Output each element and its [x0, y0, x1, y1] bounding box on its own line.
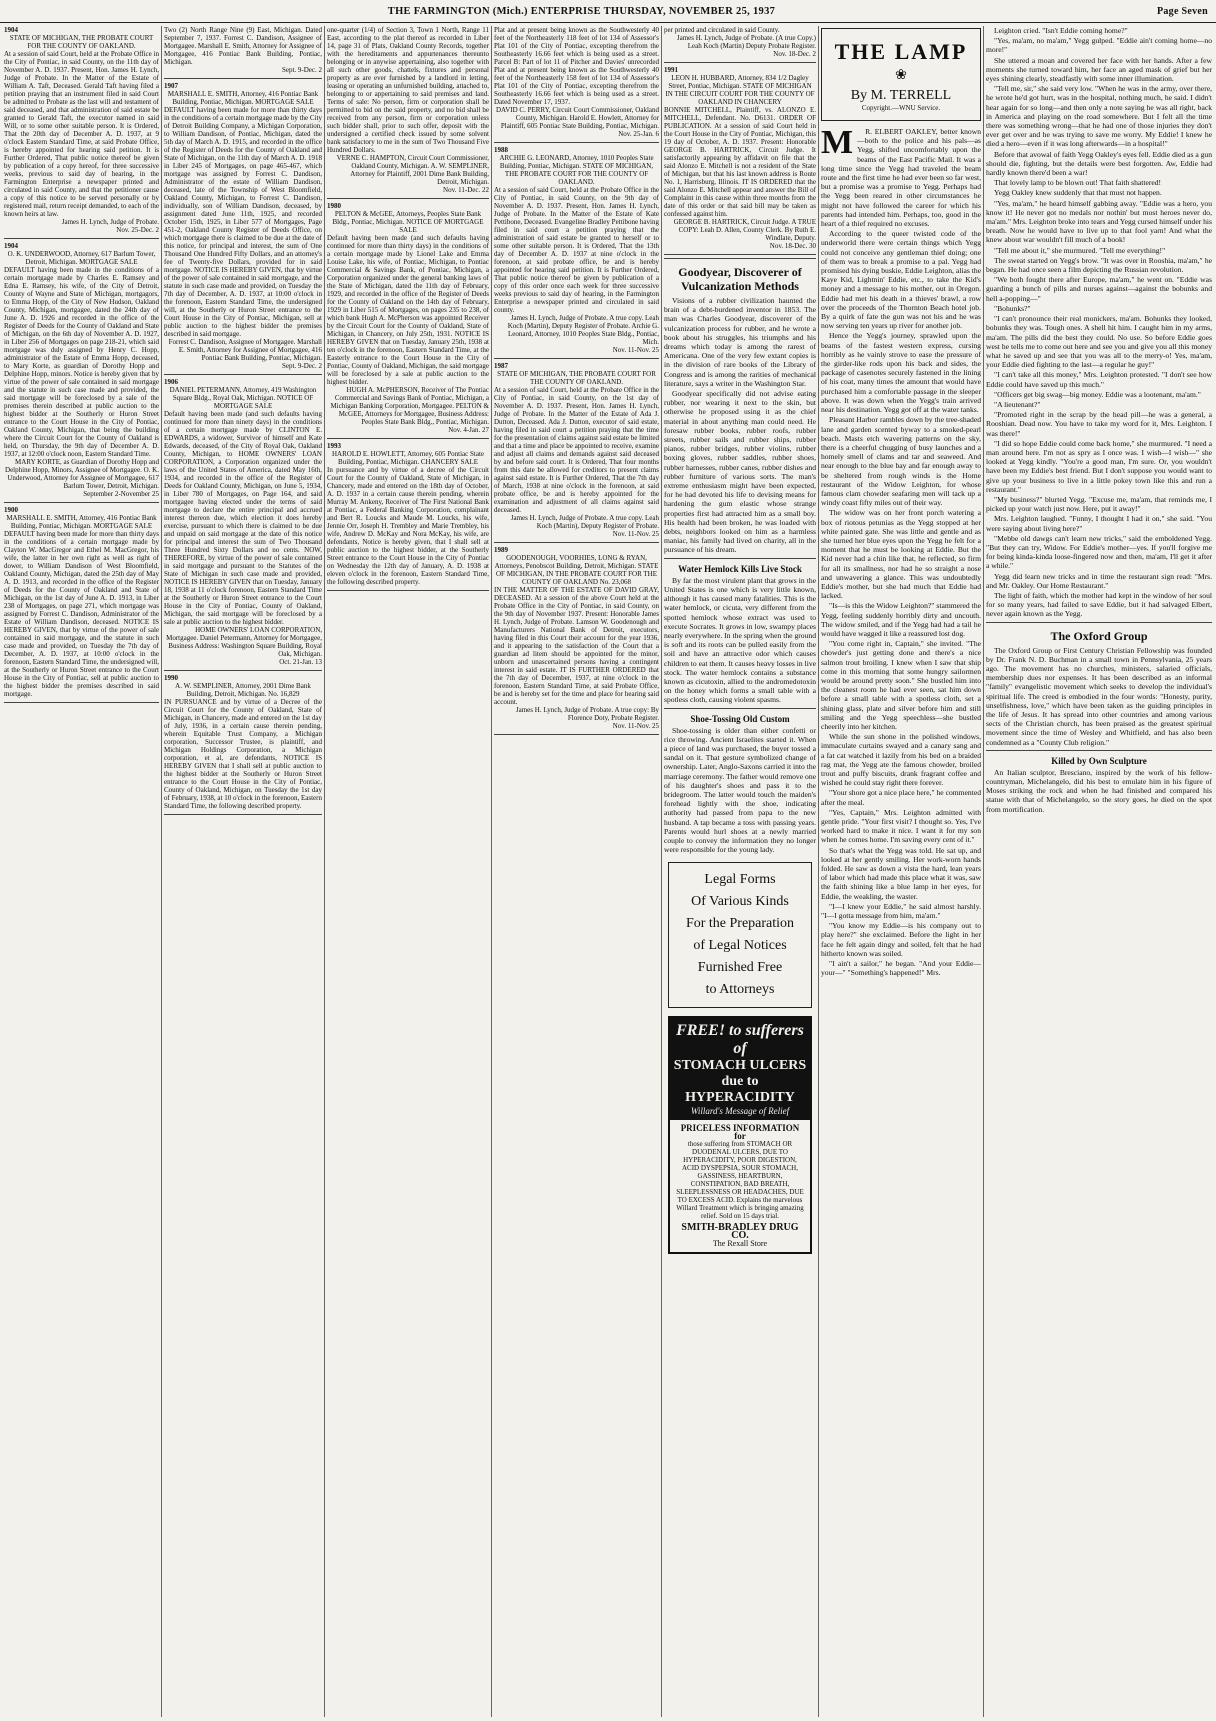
- notice-body: IN THE MATTER OF THE ESTATE OF DAVID GRAY, DECEASED. At a session of the above Court held at the Probate Office in the City of Pontiac, in said County, on the 9th day of November 1937. Present: Honorable James H. Lynch, Judge of Probate. Lamson W. Goodenough and Manufacturers National Bank of Detroit, executors, having filed in this Court their account for the year 1936, and it appearing to the satisfaction of the Court that a guardian ad litem should be appointed for the minor, unborn and unascertained persons having a contingent interest in said estate. IT IS FURTHER ORDERED that the 7th day of December, 1937, at nine o'clock in the forenoon, Eastern Standard Time, at said Probate Office, be and is hereby set for the time and place for hearing said account.: [494, 586, 659, 706]
- paragraph: The sweat started on Yegg's brow. "It was over in Rooshia, ma'am," he began. He had once seen a film depicting the Russian revolution.: [986, 255, 1212, 275]
- paragraph: "We both fought there after Europe, ma'am," he went on. "Eddie was guarding a bunch of pills and nurses against—against the bobunks and hell a-popping—": [986, 275, 1212, 303]
- notice-number: 1987: [494, 362, 508, 370]
- paragraph: By far the most virulent plant that grows in the United States is one which is very little known, although it has caused many fatalities. This is the water hemlock, or cicuta, very different from the spotted hemlock whose extract was used to execute Socrates. It grows in low, swampy places nearly everywhere. In the spring when the ground is soft and its roots can be pulled easily from the soil and have an attractive odor which causes children to eat them. It causes heavy losses in live stock. The water hemlock contains a substance known as cicutoxin, allied to the andromedotoxin on the honey which forms a small table with a spotless cloth, causing violent spasms.: [664, 575, 816, 705]
- legal-notices-column-5: [664, 26, 816, 255]
- paragraph: Before that avowal of faith Yegg Oakley's eyes fell. Eddie died as a gun should die, fighting, but the details were best forgotten. Aw, Eddie had hardly known there'd been a war!: [986, 149, 1212, 178]
- legal-notice: [494, 146, 659, 354]
- paragraph: "I did so hope Eddie could come back home," she murmured. "I need a man around here. I'm not as spry as I once was. I wish—I wish—" she looked at Yegg kindly. "You're a good man, I'm sure. Or, you wouldn't have been my Eddie's best friend. But I don't suppose you would want to give up your business to live in a little pokey town like this and run a restaurant.": [986, 438, 1212, 494]
- lamp-title: THE LAMP: [834, 39, 968, 64]
- paragraph: R. ELBERT OAKLEY, better known—both to the police and his pals—as Yegg, shifted uncomfortably upon the beams of the East Pacific Mail. It was a long time since the Yegg had traveled the beam route and the first time he had ever been so far west, but a promise was a promise to Yegg. Perhaps had the Yegg been reared in other circumstances he might not have followed the career for which his parents had intended him. Perhaps, too, good in the heart of a thief required no excuses.: [821, 127, 981, 229]
- notice-body: Default having been made (and such defaults having continued for more than ninety days) in the conditions of a certain mortgage made by CLINTON E. EDWARDS, a widower, Survivor of himself and Kate Edwards, deceased, of the City of Royal Oak, Oakland County, Michigan, to HOME OWNERS' LOAN CORPORATION, a Corporation organized under the laws of the United States of America, dated May 16th, 1934, and recorded in the office of the Register of Deeds for Oakland County, Michigan, on June 5, 1934, in Liber 780 of Mortgages, on Page 164, and said mortgagee having elected under the terms of said mortgage to declare the entire principal and accrued interest thereon due, which election it does hereby exercise, pursuant to which there is claimed to be due and unpaid on said mortgage at the date of this notice for principal and interest the sum of Two Thousand Three Hundred Sixty Dollars and no cents. NOW, THEREFORE, by virtue of the power of sale contained in said mortgage and pursuant to the Statutes of the State of Michigan in such case made and provided, NOTICE IS HEREBY GIVEN that on Tuesday, January 18, 1938 at 11 o'clock forenoon, Eastern Standard Time at the Southerly or Huron Street entrance to the Court House in the City of Pontiac, County of Oakland, Michigan, the said mortgage will be foreclosed by a sale at public auction to the highest bidder.: [164, 410, 322, 626]
- legal-notice: [327, 202, 489, 434]
- legal-notice: [327, 26, 489, 194]
- notice-dates: Nov. 25-Dec. 2: [116, 226, 159, 234]
- divider: [164, 670, 322, 671]
- paragraph: "Yes, Captain," Mrs. Leighton admitted with gentle pride. "Your first visit? I thought so. Yes, I've worked hard to make it nice. I want it for my son when he comes home. I'm saving every cent of it.": [821, 807, 981, 845]
- notice-number: 1989: [494, 546, 508, 554]
- divider: [327, 438, 489, 439]
- legal-notice: [164, 378, 322, 666]
- ad-body: [670, 1120, 810, 1252]
- divider: [494, 734, 659, 735]
- notice-signature: James H. Lynch, Judge of Probate. A true copy. Leah Koch (Martin), Deputy Register of Probate. Archie G. Leonard, Attorney, 1010 Peoples State Bldg., Pontiac, Mich.: [507, 314, 659, 346]
- notice-dates: Nov. 11-Nov. 25: [612, 722, 659, 730]
- notice-dates: Nov. 25-Jan. 6: [618, 130, 659, 138]
- paragraph: "You come right in, Captain," she invited. "The chowder's just getting done and there's a nice salmon trout broiling. I knew when I saw that ship come in this morning that some hungry sailormen would be around pretty soon." She bustled him into the cleanest room he had ever seen, sat him down before a small table with a spotless cloth, set a shining glass, plate and silver before him and still smiling and the Yegg speechless—she bustled cheerily into her kitchen.: [821, 639, 981, 731]
- divider: [164, 78, 322, 79]
- notice-signature: James H. Lynch, Judge of Probate.: [61, 218, 159, 226]
- paragraph: "Officers get big swag—big money. Eddie was a lootenant, ma'am.": [994, 389, 1201, 399]
- ad-header: [670, 1018, 810, 1120]
- paragraph: "Mebbe old dawgs can't learn new tricks," said the emboldened Yegg. "But they can try, Widow. For Eddie's mother—yes. If you'll forgive me for being kinda-kinda loose-fingered now and then, ma'am, I'll get it after a while.": [986, 533, 1212, 571]
- divider: [664, 258, 816, 259]
- divider: [4, 702, 159, 703]
- hemlock-headline: Water Hemlock Kills Live Stock: [678, 563, 802, 574]
- page-number: Page Seven: [1156, 5, 1208, 17]
- notice-dates: Nov. 11-Nov. 25: [612, 346, 659, 354]
- paragraph: According to the queer twisted code of the underworld there were certain things which Yegg could not conceive any gentleman thief doing; one of them was to break a promise to a pal. Yegg had promised his dying buskie, Eddie Leighton, alias the Kaye Kid, Lightnin' Eddie, etc., to take the Kid's money and a message to his mother, out in Oregon. Eddie had met his death in a thieves' brawl, a row over the proceeds of the Thornton Beach hotel job. By a quirk of fate the gun was not his and he was now serving ten years up river for another job.: [821, 229, 981, 331]
- notice-dates: Oct. 21-Jan. 13: [279, 658, 322, 666]
- notice-signature: GEORGE B. HARTRICK, Circuit Judge. A TRUE COPY: Leah D. Allen, County Clerk. By Ruth E. Windlate, Deputy.: [673, 218, 816, 242]
- paragraph: She uttered a moan and covered her face with her hands. After a few moments she turned toward him, her face an aged mask of grief but her eyes shining clearly, steadfastly with some inner illumination.: [986, 55, 1212, 84]
- paragraph: "Your shore got a nice place here," he commented after the meal.: [821, 788, 981, 807]
- notice-signature: DAVID C. PERRY, Circuit Court Commissioner, Oakland County, Michigan. Harold E. Howlett, Attorney for Plaintiff, 605 Pontiac State Building, Pontiac, Michigan.: [496, 106, 659, 130]
- notice-body: At a session of said Court, held at the Probate Office in the City of Pontiac, in said County, on the 1st day of November A. D. 1937. Present, Hon. James H. Lynch, Judge of Probate. In the Matter of the Estate of Ada J. Dutton, Deceased. Ada J. Dutton, executor of said estate, having filed in said court a petition praying that the time for the presentation of claims against said estate be limited and that a time and place be appointed to receive, examine and adjust all claims and demands against said deceased by and before said court. It is Ordered, That four months from this date be allowed for creditors to present claims against said estate. It is Further Ordered, That the 7th day of March, 1938 at nine o'clock in the forenoon, at said probate office, be and is hereby appointed for the examination and adjustment of all claims against said deceased.: [494, 386, 659, 514]
- masthead: [0, 0, 1216, 23]
- legal-box-line: Of Various Kinds: [691, 894, 789, 910]
- divider: [664, 62, 816, 63]
- notice-title: STATE OF MICHIGAN, THE PROBATE COURT FOR THE COUNTY OF OAKLAND.: [9, 34, 154, 50]
- notice-signature: Forrest C. Dandison, Assignee of Mortgagee. Marshall E. Smith, Attorney for Assignee of Mortgagee, 416 Pontiac Bank Building, Pontiac, Michigan.: [168, 338, 322, 362]
- paragraph: So that's what the Yegg was told. He sat up, and looked at her gently smiling. Her work-worn hands folded. He saw as down a vista the hard, lean years of labor which had made this place what it was, saw the faith shining like a blue lamp in her eyes, for Eddie, the weakling, the waster.: [821, 845, 981, 901]
- drop-cap: M: [821, 124, 854, 161]
- paragraph: "Bohunks?": [994, 303, 1031, 313]
- paragraph: "Yes, ma'am," he heard himself gabbing away. "Eddie was a hero, you know it! He never got no medals nor nothin' but most heroes never do, ma'am." Mrs. Leighton broke into tears and Yegg cursed himself under his breath. Now he would have to live up to that fool yarn! And what the knew about war wouldn't fill much of a book!: [986, 198, 1212, 245]
- legal-notice: [164, 82, 322, 370]
- legal-box-line: Furnished Free: [697, 960, 783, 976]
- notice-title: STATE OF MICHIGAN, THE PROBATE COURT FOR THE COUNTY OF OAKLAND.: [497, 370, 656, 386]
- legal-notice: [494, 362, 659, 538]
- ad-info-label: PRICELESS INFORMATION for: [680, 1123, 800, 1142]
- notice-dates: Nov. 4-Jan. 27: [448, 426, 489, 434]
- oxford-article: [986, 646, 1212, 747]
- notice-signature: MARY KORTE, as Guardian of Dorothy Hopp and Delphine Hopp, Minors, Assignee of Mortgagee. O. K. Underwood, Attorney for Assignee of Mortgagee, 617 Barlum Tower, Detroit, Michigan.: [5, 458, 159, 490]
- notice-body: BONNIE MITCHELL, Plaintiff, vs. ALONZO E. MITCHELL, Defendant. No. D6131. ORDER OF PUBLICATION. At a session of said Court held in the Court House in the City of Pontiac, Michigan, this 19 day of October, A. D. 1937. Present: Honorable GEORGE B. HARTRICK, Circuit Judge. It satisfactorily appearing by affidavit on file that the said Alonzo E. Mitchell is not a resident of the State of Michigan, but that his last known address is Route No. 1, Harrisburg, Illinois. IT IS ORDERED that the said Alonzo E. Mitchell appear and answer the Bill of Complaint in this cause within three months from the date of this order or that said bill may be taken as confessed against him.: [664, 106, 816, 218]
- legal-notice: [164, 674, 322, 810]
- stomach-ulcers-ad: [668, 1016, 812, 1254]
- oxford-headline: The Oxford Group: [1050, 628, 1148, 643]
- legal-box-line: of Legal Notices: [693, 938, 787, 954]
- notice-signature: VERNE C. HAMPTON, Circuit Court Commissioner, Oakland County, Michigan. A. W. SEMPLINER, Attorney for Plaintiff, 2001 Dime Bank Building, Detroit, Michigan.: [336, 154, 489, 186]
- lamp-story-column: [821, 26, 981, 1717]
- notice-signature: HUGH A. McPHERSON, Receiver of The Pontiac Commercial and Savings Bank of Pontiac, Michigan, a Michigan Banking Corporation, Mortgagee. PELTON & McGEE, Attorneys for Mortgagee, Business Address: Peoples State Bank Bldg., Pontiac, Michigan.: [330, 386, 489, 426]
- divider: [494, 358, 659, 359]
- notice-body: Two (2) North Range Nine (9) East, Michigan. Dated September 7, 1937. Forrest C. Dandison, Assignee of Mortgagee. Marshall E. Smith, Attorney for Assignee of Mortgagee, 416 Pontiac Bank Building, Pontiac, Michigan.: [164, 26, 322, 66]
- legal-notice: [4, 506, 159, 698]
- divider: [494, 542, 659, 543]
- notice-signature: James H. Lynch, Judge of Probate. A true copy: By Florence Doty, Probate Register.: [515, 706, 659, 722]
- divider: [164, 814, 322, 815]
- paragraph: Yegg Oakley knew suddenly that that must not happen.: [994, 188, 1162, 198]
- divider: [986, 622, 1212, 623]
- notice-body: DEFAULT having been made for more than thirty days in the conditions of a certain mortgage made by the City of Detroit Building Company, a Michigan Corporation, to William Dandison, of Pontiac, Michigan, dated the 5th day of March A. D. 1915, and recorded in the office of the Register of Deeds for the County of Oakland and State of Michigan, on the 11th day of March A. D. 1918 in Liber 245 of Mortgages, on page 465-467, which mortgage was assigned by Forrest C. Dandison, Administrator of the estate of William Dandison, deceased, late of the Township of West Bloomfield, Oakland County, Michigan, to Forrest C. Dandison, individually, son of William Dandison, deceased, by assignment dated June 11th, 1925, and recorded October 15th, 1925, in Liber 577 of Mortgages, Page 451-2, Oakland County Register of Deeds Office, on which mortgage there is claimed to be due at the date of this notice, for principal and interest, the sum of One Thousand One Hundred Fifty Dollars, and an attorney's fee of Twenty-five Dollars, provided for in said mortgage. NOTICE IS HEREBY GIVEN, that by virtue of the power of sale contained in said mortgage, and the statute in such case made and provided, on Tuesday the 7th day of December, A. D. 1937, at 10:00 o'clock in the forenoon, Eastern Standard Time, the undersigned will, at the Southerly or Huron Street entrance to the Court House in the City of Pontiac, Michigan, sell at public auction to the highest bidder the premises described in said mortgage.: [164, 106, 322, 338]
- notice-dates: Sept. 9-Dec. 2: [281, 66, 322, 74]
- goodyear-headline: Goodyear, Discoverer of Vulcanization Methods: [678, 265, 802, 293]
- legal-notice: [664, 26, 816, 58]
- notice-body: IN PURSUANCE and by virtue of a Decree of the Circuit Court for the County of Oakland, State of Michigan, in Chancery, made and entered on the 1st day of July, 1936, in a certain cause therein pending, wherein Equitable Trust Company, a Michigan corporation, Successor Trustee, is plaintiff, and Michigan Holdings Corporation, a Michigan corporation, et al, are defendants, NOTICE IS HEREBY GIVEN that I shall sell at public auction to the highest bidder at the Southerly or Huron Street entrance to the Court House in the City of Pontiac, County of Oakland, Michigan, on Tuesday the 1st day of February, 1938, at 10 o'clock in the forenoon, Eastern Standard Time, the following described property.: [164, 698, 322, 810]
- paragraph: "I—I knew your Eddie," he said almost harshly. "I—I gotta message from him, ma'am.": [821, 901, 981, 921]
- divider: [327, 590, 489, 591]
- paragraph: Yegg did learn new tricks and in time the restaurant sign read: "Mrs. and Mr. Oakley. Our Home Restaurant.": [986, 571, 1212, 590]
- divider: [664, 254, 816, 255]
- divider: [494, 142, 659, 143]
- notice-signature: James H. Lynch, Judge of Probate. (A true Copy.) Leah Koch (Martin) Deputy Probate Register.: [676, 34, 816, 50]
- legal-forms-box: [668, 862, 812, 1008]
- divider: [164, 374, 322, 375]
- legal-notice: [164, 26, 322, 74]
- notice-title: MARSHALL E. SMITH, Attorney, 416 Pontiac Bank Building, Pontiac, Michigan. MORTGAGE SALE: [167, 90, 319, 106]
- paragraph: "I can't pronounce their real monickers, ma'am. Bohunks they looked, bohunks they was. Tough ones. A shell hit him. I caught him in my arms, ma'am. The pills did the best they could. No use. So before Eddie goes west he tells me to come out here and see you and give you all this money what he saved up and see that you was all to the merry-o! Yes, ma'am, your Eddie died fighting to the last—a regular he guy!": [986, 314, 1212, 370]
- paragraph: Hence the Yegg's journey, sprawled upon the beams of the fastest western express, cursing horribly as he vainly strove to ease the pressure of the girder-like rods upon his back and sides, the package of casenotes securely fastened in the lining of his coat, many times the amount that would have purchased him a comfortable passage in the sleeper above. It was down when the Yegg's train arrived near his destination. Yegg got off at the water tanks.: [821, 331, 981, 415]
- divider: [327, 198, 489, 199]
- lamp-story-body: [821, 124, 981, 978]
- paragraph: That lovely lamp to be blown out! That faith shattered!: [994, 178, 1162, 188]
- ad-headline-1: STOMACH ULCERS: [673, 1058, 807, 1074]
- killed-article: [986, 768, 1212, 814]
- lamp-ornament-icon: ❀: [895, 68, 907, 83]
- paragraph: Goodyear specifically did not advise eating rubber, nor wearing it next to the skin, but otherwise he proposed using it as the chief material in about anything man could need. He foresaw rubber books, rubber roofs, rubber streets, rubber sails and rubber ships, rubber pianos, rubber bridges, rubber violins, rubber boxing gloves, rubber saddles, rubber shoes, rubber harnesses, rubber canes, rubber dishes and rubber furniture of various sorts. The man's extreme enthusiasm might have been expected, for he had devoted his life to devising means for hardening the gum elastic whose strange properties first had attracted him as a small boy. His health had been broken, he was loaded with debts, neighbors looked on him as a harmless maniac, his family had lived on charity, all in the pursuance of his dream.: [664, 389, 816, 555]
- legal-notice: [327, 442, 489, 586]
- paragraph: "You know my Eddie—is his company out to play here?" she exclaimed. Before the light in her face he felt again dingy and soiled, felt that he had hitherto known was soiled.: [821, 921, 981, 958]
- legal-box-line: For the Preparation: [685, 916, 795, 932]
- divider: [4, 502, 159, 503]
- legal-notice: [494, 546, 659, 730]
- killed-headline: Killed by Own Sculpture: [1051, 755, 1147, 766]
- paragraph: Leighton cried. "Isn't Eddie coming home?": [994, 26, 1128, 35]
- notice-number: 1900: [4, 506, 18, 514]
- notice-number: 1991: [664, 66, 678, 74]
- goodyear-article: [664, 296, 816, 555]
- oxford-paragraph: The Oxford Group or First Century Christian Fellowship was founded by Dr. Frank N. D. Buchman in a small town in Pennsylvania, 25 years ago. The movement has no churches, ministers, salaried officials, membership dues nor expenses. It has been described as an informal "family" evangelistic movement which seeks to develop the individual's spiritual life. The creed is embodied in the four words: "Honesty, purity, unselfishness, love," which have been taken as the guiding principles in the life of Jesus. It has spread into other countries and among various sects of the Christian church, has been praised as the greatest spiritual movement since the time of Wesley and Whitfield, and has also been condemned as a "County Club religion.": [986, 645, 1212, 747]
- paragraph: "Yes, ma'am, no ma'am," Yegg gulped. "Eddie ain't coming home—no more!": [986, 36, 1212, 55]
- notice-title: DANIEL PETERMANN, Attorney, 419 Washington Square Bldg., Royal Oak, Michigan. NOTICE OF MORTGAGE SALE: [169, 386, 317, 410]
- ad-headline-2: due to HYPERACIDITY: [685, 1074, 795, 1106]
- notice-title: PELTON & McGEE, Attorneys, Peoples State Bank Bldg., Pontiac, Michigan. NOTICE OF MORTGAGE SALE: [332, 210, 484, 234]
- divider: [664, 558, 816, 559]
- notice-body: At a session of said Court, held at the Probate Office in the City of Pontiac, in said County, on the 11th day of November A. D. 1937. Present, Hon. James H. Lynch, Judge of Probate. In the Matter of the Estate of William A. Taft, Deceased. Gerald Taft having filed a petition praying that an instrument filed in said Court be admitted to Probate as the last will and testament of said deceased, and that administration of said estate be granted to Gerald Taft, the executor named in said Will, or to some other suitable person. It is Ordered, That the 20th day of December A. D. 1937, at 9 o'clock Eastern Standard Time, at said Probate Office, is hereby appointed for hearing said petition. It is Further Ordered, That public notice thereof be given by publication of a copy hereof, for three successive weeks, previous to said day of hearing, in the Farmington Enterprise a newspaper printed and circulated in said County, and that the petitioner cause a copy of this notice to be served personally or by registered mail, return receipt demanded, to each of the known heirs at law.: [4, 50, 159, 218]
- paragraph: Visions of a rubber civilization haunted the brain of a debt-burdened inventor in 1853. The man was Charles Goodyear, discoverer of the vulcanization process for rubber, and he wrote a book about his struggles, his triumphs and his dreams which today is among the rarest of Americana. One of the very few extant copies is in the division of rare books of the Library of Congress and is among the rarities of mechanical literature, says a writer in the Washington Star.: [664, 296, 816, 388]
- ad-subhead: Willard's Message of Relief: [690, 1106, 790, 1117]
- paragraph: The widow was on her front porch watering a box of riotous petunias as the Yegg stopped at her white painted gate. She was little and gentle and as she turned her blue eyes upon the Yegg he felt for a moment that he must be looking at Eddie. But the Kid never had a chin like that, he reflected, so firm for all its smallness, nor had he so straight a nose and unwavering a glance. This was undoubtedly Eddie's mother, but she had much that Eddie had lacked.: [821, 508, 981, 601]
- notice-dates: Sept. 9-Dec. 2: [281, 362, 322, 370]
- ad-free-label: FREE! to sufferers of: [676, 1022, 804, 1058]
- notice-number: 1980: [327, 202, 341, 210]
- columns: [4, 26, 1212, 1717]
- paragraph: Pleasant Harbor rambles down by the tree-shaded lane and garden scented byway to a smoked-pearl beach. Masts etch wavering patterns on the sky, there is a cheerful chugging of busy launches and a homely smell of clams and tar and seaweed. And near enough to the blue bay and far enough away to be sheltered from rough winds is the Home restaurant of the Widow Leighton, for whose famous clam chowder seafaring men will tack up a windy coast fifty miles out of their way.: [821, 415, 981, 508]
- paragraph: "Tell me, sir," she said very low. "When he was in the army, over there, he wrote he'd got hurt, was in the hospital, nothing much, he said. I didn't hear again for so long—and then only a note saying he was all right, back in America and playing on the road somewhere. But I felt all the time there was something wrong—that he had one of those injuries they don't ever get over and he was trying to save me worry. My Eddie! I knew he died a hero—even if it was long afterwards—in a hospital!": [986, 84, 1212, 149]
- notice-number: 1990: [164, 674, 178, 682]
- lamp-story-header: [821, 28, 981, 121]
- paragraph: "A lieutenant?": [994, 399, 1041, 409]
- notice-title: HAROLD E. HOWLETT, Attorney, 605 Pontiac State Building, Pontiac, Michigan. CHANCERY SALE: [331, 450, 485, 466]
- legal-notices-column-4: [494, 26, 659, 1717]
- paragraph: The light of faith, which the mother had kept in the window of her soul for so many years, had failed to save Eddie, but it had salvaged Elbert, never again known as the Yegg.: [986, 590, 1212, 619]
- hemlock-article: [664, 576, 816, 705]
- notice-number: 1904: [4, 26, 18, 34]
- ad-store-tagline: The Rexall Store: [712, 1239, 768, 1249]
- notice-title: ARCHIE G. LEONARD, Attorney, 1010 Peoples State Building, Pontiac, Michigan. STATE OF MICHIGAN, THE PROBATE COURT FOR THE COUNTY OF OAKLAND.: [499, 154, 654, 186]
- notice-dates: Nov. 18-Dec. 30: [769, 242, 816, 250]
- notice-number: 1993: [327, 442, 341, 450]
- legal-box-line: to Attorneys: [705, 982, 775, 998]
- legal-notice: [4, 26, 159, 234]
- notice-body: Plat and at present being known as the Southwesterly 40 feet of the Northeasterly 118 feet of lot 134 of Assessor's Plat 101 of the City of Pontiac, excepting therefrom the Southeasterly 16.66 feet which is being used as a street. Parcel B: Part of lot 11 of Pitcher and Davies' unrecorded Plat and at present being known as the Southwesterly 40 feet of the Northeasterly 158 feet of lot 134 of Assessor's Plat 101 of the City of Pontiac, excepting therefrom the Southeasterly 16.66 feet which is being used as a street. Dated November 17, 1937.: [494, 26, 659, 106]
- legal-notice: [664, 66, 816, 250]
- notice-dates: Nov. 18-Dec. 2: [773, 50, 816, 58]
- notice-body: In pursuance and by virtue of a decree of the Circuit Court for the County of Oakland, State of Michigan, in Chancery, made and entered on the 18th day of October, A. D. 1937 in a certain cause therein pending, wherein Murray M. Ankeny, Receiver of The First National Bank at Pontiac, a Federal Banking Corporation, complainant and Bert R. Loucks and Maude M. Loucks, his wife, Jennie Orr, Joseph H. Trembley and Marie Trembley, his wife, Andrew D. McKay and Nora McKay, his wife, are defendants, Notice is hereby given, that I shall sell at public auction to the highest bidder, at the Southerly Street entrance to the Court House in the City of Pontiac on Wednesday the 12th day of January, A. D. 1938 at eleven o'clock in the forenoon, Eastern Standard Time, the following described property.: [327, 466, 489, 586]
- column-5: [664, 26, 816, 1717]
- column-7: [986, 26, 1212, 1717]
- killed-paragraph: An Italian sculptor, Bresciano, inspired by the work of his fellow-countryman, Michelangelo, did his best to emulate him in his figure of Moses striking the rock and when he had finished and compared his statue with that of Michelangelo, so the story goes, he died on the spot from mortification.: [986, 767, 1212, 814]
- legal-notices-column-2: [164, 26, 322, 1717]
- divider: [986, 750, 1212, 751]
- legal-notices-column-3: [327, 26, 489, 1717]
- lamp-story-continued: [986, 26, 1212, 619]
- notice-dates: Nov. 11-Nov. 25: [612, 530, 659, 538]
- notice-title: O. K. UNDERWOOD, Attorney, 617 Barlum Tower, Detroit, Michigan. MORTGAGE SALE: [7, 250, 156, 266]
- notice-signature: James H. Lynch, Judge of Probate. A true copy. Leah Koch (Martin), Deputy Register of Probate.: [510, 514, 659, 530]
- notice-dates: September 2-November 25: [83, 490, 159, 498]
- paragraph: "Tell me about it," she murmured. "Tell me everything!": [994, 245, 1166, 255]
- legal-notices-column-1: [4, 26, 159, 1717]
- notice-body: At a session of said Court, held at the Probate Office in the City of Pontiac, in said County, on the 9th day of November A. D. 1937. Present, Hon. James H. Lynch, Judge of Probate. In the Matter of the Estate of Kate Pettibone, Deceased. Evangeline Bradley Pettibone having filed in said court a petition praying that the administration of said estate be granted to herself or to some other suitable person. It is Ordered, That the 13th day of December A. D. 1937 at nine o'clock in the forenoon, at said probate office, be and is hereby appointed for hearing said petition. It is Further Ordered, That public notice thereof be given by publication of a copy of this order once each week for three successive weeks previous to said day of hearing, in the Farmington Enterprise a newspaper printed and circulated in said county.: [494, 186, 659, 314]
- paragraph: "I can't take all this money," Mrs. Leighton protested. "I don't see how Eddie could have saved up this much.": [986, 370, 1212, 389]
- notice-title: LEON H. HUBBARD, Attorney, 834 1/2 Dagley Street, Pontiac, Michigan. STATE OF MICHIGAN IN THE CIRCUIT COURT FOR THE COUNTY OF OAKLAND IN CHANCERY: [665, 74, 815, 106]
- shoe-article: [664, 726, 816, 855]
- legal-notice: [4, 242, 159, 498]
- notice-title: MARSHALL E. SMITH, Attorney, 416 Pontiac Bank Building, Pontiac, Michigan. MORTGAGE SALE: [6, 514, 157, 530]
- notice-title: GOODENOUGH, VOORHIES, LONG & RYAN, Attorneys, Penobscot Building, Detroit, Michigan. STATE OF MICHIGAN, IN THE PROBATE COURT FOR THE COUNTY OF OAKLAND No. 23,068: [494, 554, 659, 586]
- notice-body: DEFAULT having been made for more than thirty days in the conditions of a certain mortgage made by Clayton W. MacGregor and Ethel M. MacGregor, his wife, the latter in her own right as well as right of dower, to William Dandison of West Bloomfield, Oakland County, Michigan, dated the 25th day of May A. D. 1913, and recorded in the office of the Register of Deeds for the County of Oakland and State of Michigan, on the 1st day of June A. D. 1913, in Liber 238 of Mortgages, on page 271, which mortgage was assigned by Forrest C. Dandison, Administrator of the Estate of William Dandison, deceased. NOTICE IS HEREBY GIVEN, that by virtue of the power of sale contained in said mortgage, and the statute in such case made and provided, on Tuesday the 7th day of December, A. D. 1937, at 10:00 o'clock in the forenoon, Eastern Standard Time, the undersigned will, at the Southerly or Huron Street entrance to the Court House in the City of Pontiac, sell at public auction to the highest bidder the premises described in said mortgage.: [4, 530, 159, 698]
- paragraph: "Promoted right in the scrap by the head pill—he was a general, a Rooshian. Dead now. You have to take my word for it, Mrs. Leighton. I was there!": [986, 410, 1212, 438]
- lamp-byline: By M. TERRELL: [850, 88, 952, 103]
- paragraph: Mrs. Leighton laughed. "Funny, I thought I had it on," she said. "You were saying about living here?": [986, 514, 1212, 533]
- shoe-headline: Shoe-Tossing Old Custom: [690, 713, 790, 724]
- paragraph: Shoe-tossing is older than either confetti or rice throwing. Ancient Israelites started it. When a piece of land was purchased, the buyer tossed a sandal on it. That gesture symbolized change of ownership. Later, Anglo-Saxons carried it into the marriage ceremony. The father would remove one of his daughter's shoes and pass it to the bridegroom. The latter would touch the maiden's forehead lightly with the shoe, indicating authority had passed from papa to the new husband. A tap became a toss with passing years. Parents would hurl shoes at a newly married couple to convey the information they no longer were responsible for the young lady.: [664, 725, 816, 855]
- notice-body: one-quarter (1/4) of Section 3, Town 1 North, Range 11 East, according to the plat thereof as recorded in Liber 14, page 31 of Plats, Oakland County Records, together with the hereditaments and appurtenances thereunto belonging or in anywise appertaining, also together with all such other goods, chattels, fixtures and personal property as are ever furnished by a landlord in letting, leasing or operating an unfurnished building, attached to, belonging to or appertaining to said premises and land. Terms of sale: No person, firm or corporation shall be permitted to bid on the said property, and no bid shall be received from any person, firm or corporation unless such bidder shall, prior to such offer, deposit with the undersigned a certified check issued by some solvent bank satisfactory to me in the sum of Two Thousand Five Hundred Dollars.: [327, 26, 489, 154]
- paragraph: "Is—is this the Widow Leighton?" stammered the Yegg, feeling suddenly horribly dirty and uncouth. The widow smiled, and if the Yegg had had a tail he would have wagged it like a reassured lost dog.: [821, 601, 981, 638]
- paragraph: "I ain't a sailor," he began. "And your Eddie—your—" "Something's happened!" Mrs.: [821, 959, 981, 978]
- notice-signature: HOME OWNERS' LOAN CORPORATION, Mortgagee. Daniel Petermann, Attorney for Mortgagee, Business Address: Washington Square Building, Royal Oak, Michigan.: [166, 626, 322, 658]
- legal-box-line: Legal Forms: [704, 872, 776, 888]
- notice-title: A. W. SEMPLINER, Attorney, 2001 Dime Bank Building, Detroit, Michigan. No. 16,829: [175, 682, 311, 698]
- divider: [4, 238, 159, 239]
- notice-number: 1904: [4, 242, 18, 250]
- legal-notice: [494, 26, 659, 138]
- notice-number: 1907: [164, 82, 178, 90]
- paragraph: "My business?" blurted Yegg. "Excuse me, ma'am, that reminds me, I picked up your watch just now. Here, put it away!": [986, 494, 1212, 514]
- notice-body: per printed and circulated in said County.: [664, 26, 780, 34]
- notice-number: 1988: [494, 146, 508, 154]
- masthead-title: THE FARMINGTON (Mich.) ENTERPRISE THURSDAY, NOVEMBER 25, 1937: [387, 5, 776, 17]
- divider: [664, 708, 816, 709]
- lamp-copyright: Copyright.—WNU Service.: [861, 104, 941, 112]
- paragraph: While the sun shone in the polished windows, immaculate curtains swayed and a canary sang and a fat cat watched it lazily from his bed on a braided rag mat, the Yegg ate the famous chowder, broiled trout and puffy biscuits, drank fragrant coffee and wished he could stay right there forever.: [821, 732, 981, 788]
- notice-body: Default having been made (and such defaults having continued for more than thirty days) in the conditions of a certain mortgage made by Lionel Lake and Emma Louise Lake, his wife, of Pontiac, Michigan, to Pontiac Commercial & Savings Bank, of Pontiac, Michigan, a Corporation organized under the general banking laws of the State of Michigan, dated the 11th day of February, 1929, and recorded in the office of the Register of Deeds for the County of Oakland on the 14th day of February, 1929 in Liber 515 of Mortgages, on pages 235 to 238, of which bank Hugh A. McPherson was appointed Receiver by the Circuit Court for the County of Oakland, State of Michigan, in Chancery, on July 25th, 1931. NOTICE IS HEREBY GIVEN that on Tuesday, January 25th, 1938 at ten o'clock in the forenoon, Eastern Standard Time, at the Easterly entrance to the Court House in the City of Pontiac, County of Oakland, Michigan, the said mortgage will be foreclosed by a sale at public auction to the highest bidder.: [327, 234, 489, 386]
- notice-dates: Nov. 11-Dec. 22: [443, 186, 489, 194]
- ad-body-text: those suffering from STOMACH OR DUODENAL ULCERS, DUE TO HYPERACIDITY, POOR DIGESTION, ACID DYSPEPSIA, SOUR STOMACH, GASSINESS, HEARTBURN, CONSTIPATION, BAD BREATH, SLEEPLESSNESS OR HEADACHES, DUE TO EXCESS ACID. Explains the marvelous Willard Treatment which is bringing amazing relief. Sold on 15 days trial.: [676, 1140, 804, 1221]
- notice-body: DEFAULT having been made in the conditions of a certain mortgage made by Charles E. Ramsey and Edna E. Ramsey, his wife, of the City of Detroit, County of Wayne and State of Michigan, mortgagors, to Emma Hopp, of the City of New Hudson, Oakland County, Michigan, mortgagee, dated the 24th day of June A. D. 1926 and recorded in the office of the Register of Deeds for the County of Oakland and State of Michigan, on the 6th day of November A. D. 1927, in Liber 256 of Mortgages on page 218-21, which said mortgage was duly assigned by Henry C. Hopp, administrator of the Estate of Emma Hopp, deceased, to Mary Korte, as guardian of Dorothy Hopp and Delphine Hopp, minors. Notice is hereby given that by virtue of the power of sale contained in said mortgage and the statute in such case made and provided, the said mortgage will be foreclosed by a sale of the premises therein described at public auction to the highest bidder at the Southerly or Huron Street entrance to the Court House in the City of Pontiac, Oakland County, Michigan, that being the building where the Circuit Court for the County of Oakland is held, on Thursday, the 9th day of December A. D. 1937, at 12:00 o'clock noon, Eastern Standard Time.: [4, 266, 159, 458]
- ad-store-name: SMITH-BRADLEY DRUG CO.: [681, 1222, 799, 1242]
- notice-number: 1906: [164, 378, 178, 386]
